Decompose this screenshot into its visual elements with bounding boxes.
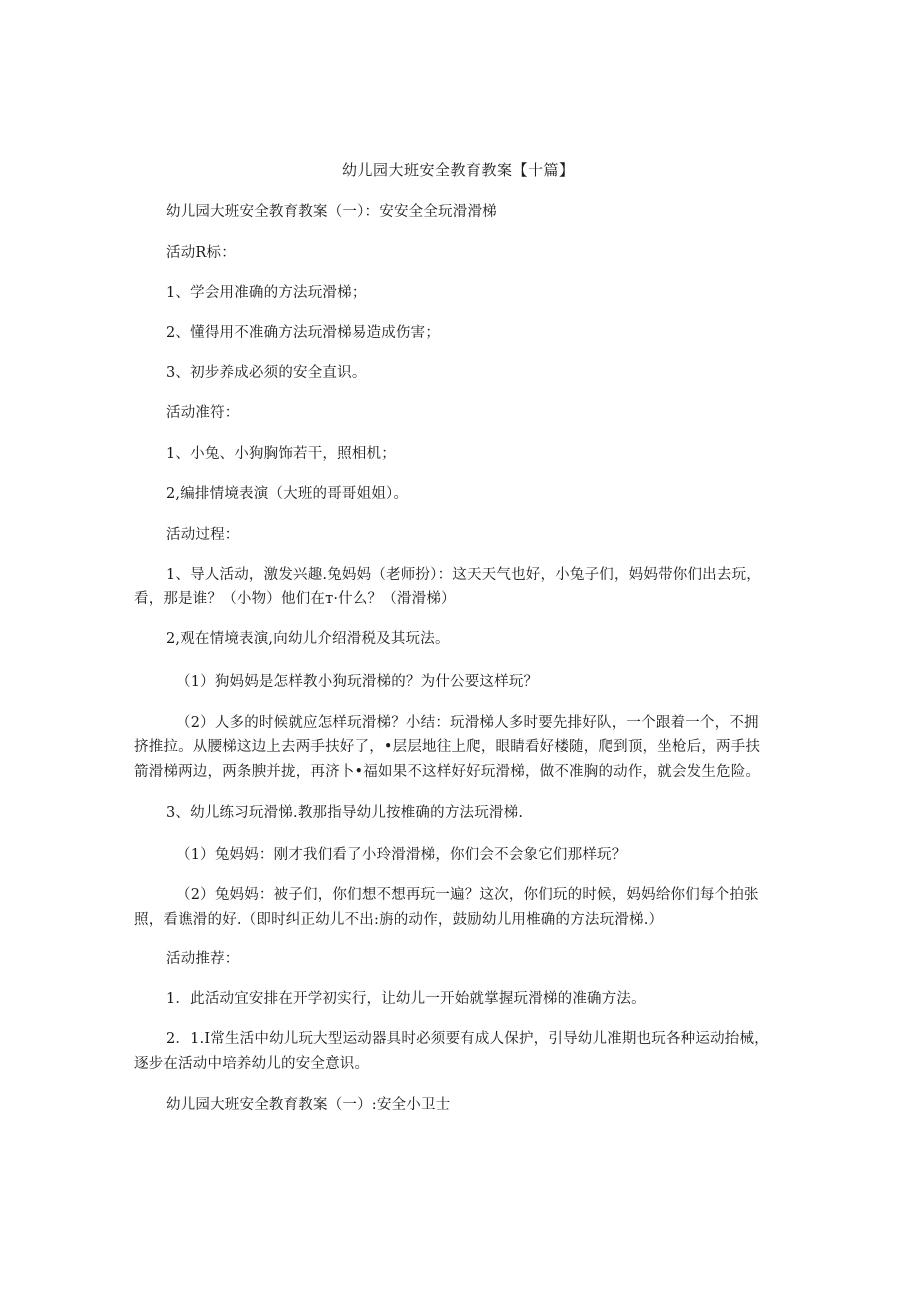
paragraph: 2、懂得用不准确方法玩滑梯易造成伤害；	[166, 325, 441, 341]
paragraph: 1、学会用准确的方法玩滑梯；	[166, 285, 367, 301]
paragraph: 3、初步养成必须的安全直识。	[166, 365, 367, 381]
paragraph: 2,观在情境表演,向幼儿介绍滑税及其玩法。	[166, 631, 450, 647]
paragraph: 1、小兔、小狗胸饰若干，照相机；	[166, 446, 396, 462]
paragraph: 活动准符：	[166, 405, 240, 421]
paragraph: 照，看谯滑的好.（即时纠正幼儿不出:旃的动作，鼓励幼儿用椎确的方法玩滑梯.）	[134, 912, 664, 928]
paragraph: （1）兔妈妈：刚才我们看了小玲滑滑梯，你们会不会象它们那样玩？	[176, 847, 627, 863]
section-heading: 幼儿园大班安全教育教案（一）：安安全全玩滑滑梯	[166, 204, 497, 220]
paragraph: 箭滑梯两边，两条腴并拢，再济卜•福如果不这样好好玩滑梯，做不准胸的动作，就会发生危险。	[134, 764, 761, 780]
paragraph: 1、导人活动，激发兴趣.兔妈妈（老师扮）：这天天气也好，小兔子们，妈妈带你们出去玩，	[166, 567, 761, 583]
paragraph: （2）人多的时候就应怎样玩滑梯？小结：玩滑梯人多时要先排好队，一个跟着一个，不拥	[176, 715, 759, 731]
paragraph: 活动推荐：	[166, 951, 240, 967]
paragraph: 看，那是谁？（小物）他们在т·什么？（滑滑梯）	[134, 591, 456, 607]
paragraph: 逐步在活动中培养幼儿的安全意识。	[134, 1056, 370, 1072]
paragraph: 3、幼儿练习玩滑悌.教那指导幼儿按椎确的方法玩滑梯.	[166, 805, 524, 821]
paragraph: （1）狗妈妈是怎样教小狗玩滑梯的？为什公要这样玩？	[176, 674, 539, 690]
paragraph: 2,编排情境表演（大班的哥哥姐姐）。	[166, 486, 409, 502]
document-title: 幼儿园大班安全教育教案【十篇】	[342, 161, 575, 179]
paragraph: 活动R标：	[166, 245, 236, 261]
section-heading: 幼儿园大班安全教育教案（一）:安全小卫士	[166, 1097, 451, 1113]
paragraph: 活动过程：	[166, 527, 240, 543]
paragraph: 2．1.I常生活中幼儿玩大型运动器具时必须要有成人保护，引导幼儿准期也玩各种运动抬械，	[166, 1031, 769, 1047]
paragraph: 挤推拉。从腰梯这边上去两手扶好了，•层层地往上爬，眼睛看好楼随，爬到顶，坐枪后，两手扶	[134, 739, 761, 755]
paragraph: （2）兔妈妈：被子们，你们想不想再玩一遍？这次，你们玩的时候，妈妈给你们每个拍张	[176, 887, 759, 903]
paragraph: 1．此活动宜安排在开学初实行，让幼儿一开始就掌握玩滑梯的准确方法。	[166, 991, 646, 1007]
